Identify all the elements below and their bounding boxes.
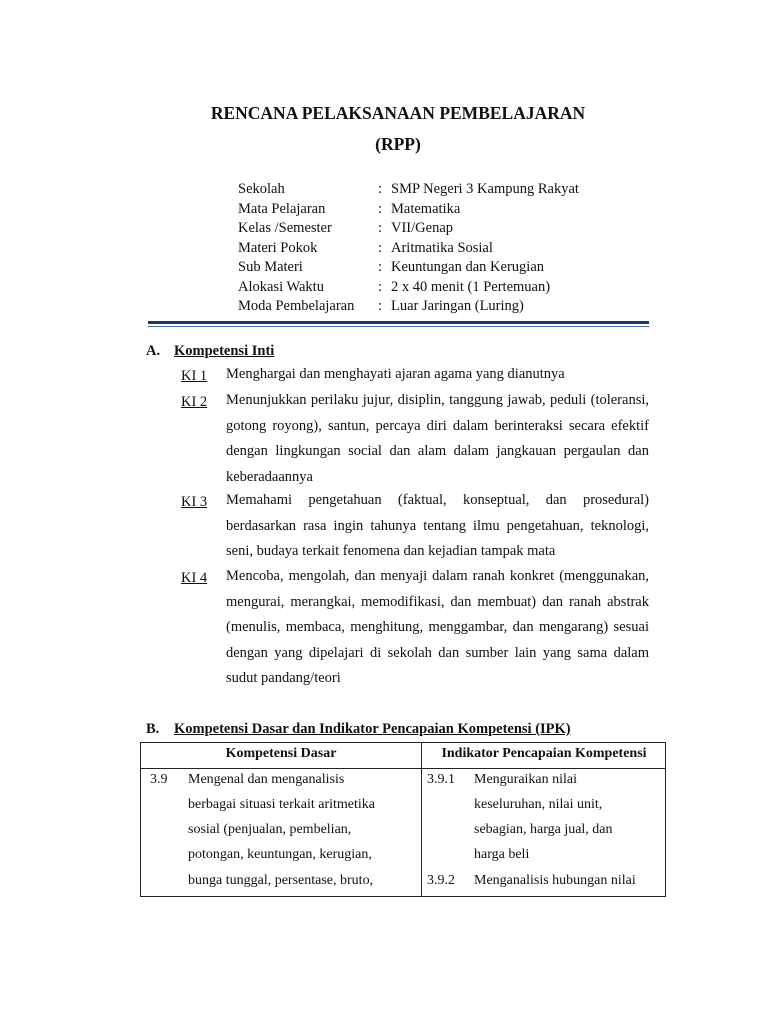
section-title: Kompetensi Dasar dan Indikator Pencapaian Kompetensi (IPK) (174, 721, 571, 737)
document-subtitle: (RPP) (375, 134, 421, 154)
table-column-divider (421, 743, 422, 896)
ipk-text-line: Menguraikan nilai (474, 772, 578, 787)
section-title: Kompetensi Inti (174, 343, 275, 359)
info-label: Sekolah (238, 181, 285, 197)
info-label: Materi Pokok (238, 239, 318, 256)
ki-text-3: Memahami pengetahuan (faktual, konseptual, dan prosedural) berdasarkan rasa ingin tahunya tentang ilmu pengetahuan, teknologi, seni, budaya terkait fenomena dan kejadian tampak mata (226, 492, 649, 559)
info-label: Sub Materi (238, 259, 303, 275)
kd-text-line: sosial (penjualan, pembelian, (188, 822, 352, 837)
info-value: SMP Negeri 3 Kampung Rakyat (391, 181, 579, 197)
ki-code-4: KI 4 (181, 570, 208, 586)
info-value: 2 x 40 menit (1 Pertemuan) (391, 278, 551, 295)
table-header-kd: Kompetensi Dasar (225, 746, 337, 761)
info-label: Mata Pelajaran (238, 200, 326, 217)
ipk-text-line: sebagian, harga jual, dan (474, 822, 613, 837)
info-colon: : (378, 181, 383, 197)
ki-code-1: KI 1 (181, 368, 208, 384)
kd-text-line: potongan, keuntungan, kerugian, (188, 847, 372, 862)
info-value: VII/Genap (391, 220, 454, 236)
ipk-text-line: harga beli (474, 847, 530, 862)
ki-text-1: Menghargai dan menghayati ajaran agama yang dianutnya (226, 366, 565, 382)
info-label: Moda Pembelajaran (238, 298, 355, 314)
info-label: Kelas /Semester (238, 220, 332, 236)
kd-ipk-table (140, 742, 666, 897)
info-value: Keuntungan dan Kerugian (391, 259, 545, 275)
ki-code-2: KI 2 (181, 394, 208, 410)
kd-text-line: bunga tunggal, persentase, bruto, (188, 873, 374, 888)
info-label: Alokasi Waktu (238, 278, 324, 295)
ki-text-2: Menunjukkan perilaku jujur, disiplin, tanggung jawab, peduli (toleransi, gotong royong), santun, percaya diri dalam berinteraksi secara efektif dengan lingkungan social dan alam dalam jangkauan pergaulan dan keberadaannya (226, 392, 649, 485)
ki-text-4: Mencoba, mengolah, dan menyaji dalam ranah konkret (menggunakan, mengurai, merangkai, memodifikasi, dan membuat) dan ranah abstrak (menulis, membaca, menghitung, menggambar, dan mengarang) sesuai dengan yang dipelajari di sekolah dan sumber lain yang sama dalam sudut pandang/teori (226, 568, 649, 686)
section-letter: B. (146, 721, 160, 737)
info-colon: : (378, 239, 383, 256)
section-letter: A. (146, 343, 161, 359)
info-value: Luar Jaringan (Luring) (391, 298, 524, 314)
ipk-text-line: keseluruhan, nilai unit, (474, 797, 603, 812)
info-colon: : (378, 278, 383, 295)
info-colon: : (378, 298, 383, 314)
kd-text-line: Mengenal dan menganalisis (188, 772, 345, 787)
ipk-number: 3.9.1 (427, 772, 455, 787)
kd-text-line: berbagai situasi terkait aritmetika (188, 797, 375, 812)
header-divider-thick (148, 321, 649, 324)
header-divider-thin (148, 326, 649, 327)
ipk-number: 3.9.2 (427, 873, 455, 888)
ki-code-3: KI 3 (181, 494, 208, 510)
kd-number: 3.9 (150, 772, 168, 787)
table-header-divider (141, 768, 665, 769)
info-value: Matematika (391, 200, 461, 217)
info-colon: : (378, 220, 383, 236)
document-title: RENCANA PELAKSANAAN PEMBELAJARAN (210, 103, 586, 123)
info-value: Aritmatika Sosial (391, 239, 493, 256)
ipk-text-line: Menganalisis hubungan nilai (474, 873, 636, 888)
table-header-ipk: Indikator Pencapaian Kompetensi (441, 746, 647, 761)
section-a-heading (146, 343, 274, 360)
section-b-heading (146, 721, 571, 738)
info-colon: : (378, 259, 383, 275)
info-colon: : (378, 200, 383, 217)
